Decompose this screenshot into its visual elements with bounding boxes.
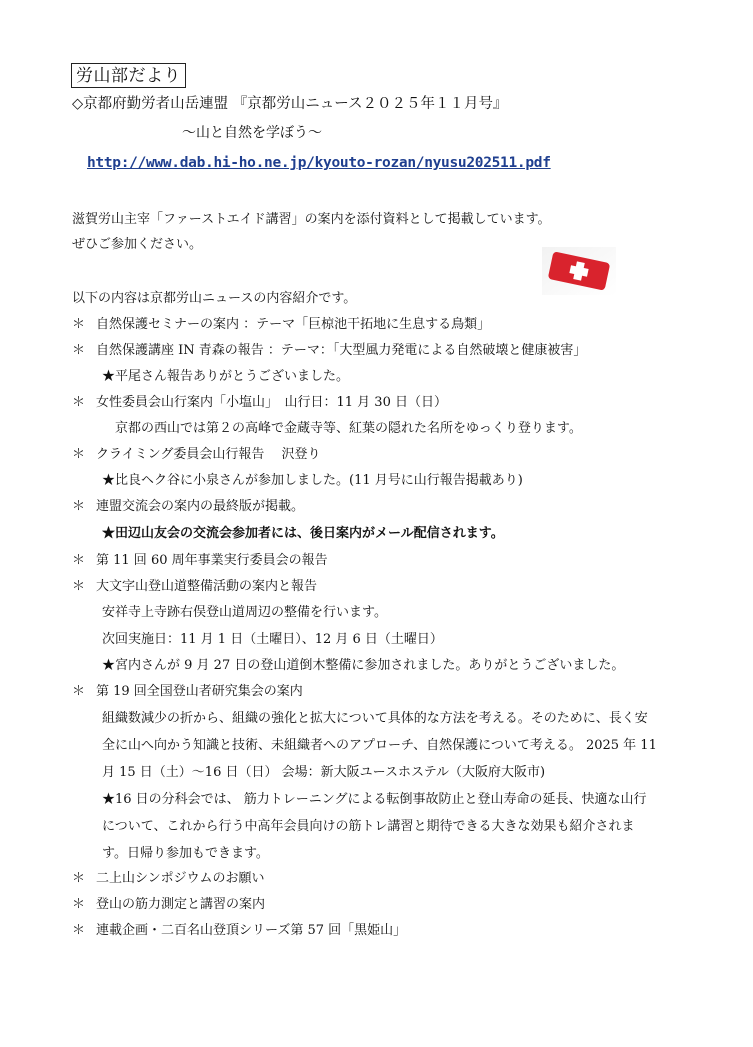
news-subtitle: ～山と自然を学ぼう～ bbox=[182, 125, 322, 141]
list-item: ＊ 登山の筋力測定と講習の案内 bbox=[72, 897, 266, 912]
list-item: ＊ 第 11 回 60 周年事業実行委員会の報告 bbox=[72, 553, 328, 568]
list-item: ＊ 大文字山登山道整備活動の案内と報告 bbox=[72, 579, 318, 594]
intro-line-3: 以下の内容は京都労山ニュースの内容紹介です。 bbox=[72, 291, 357, 306]
list-item-note: ★田辺山友会の交流会参加者には、後日案内がメール配信されます。 bbox=[102, 526, 504, 541]
list-item: ＊ 女性委員会山行案内「小塩山」 山行日：11 月 30 日（日） bbox=[72, 395, 447, 410]
list-item-note: ★比良ヘク谷に小泉さんが参加しました。(11 月号に山行報告掲載あり) bbox=[102, 473, 523, 488]
intro-line-1: 滋賀労山主宰「ファーストエイド講習」の案内を添付資料として掲載しています。 bbox=[72, 212, 551, 227]
list-item: ＊ 自然保護講座 IN 青森の報告 ：テーマ：「大型風力発電による自然破壊と健康被害」 bbox=[72, 343, 587, 358]
list-item: ＊ 連載企画・二百名山登頂シリーズ第 57 回「黒姫山」 bbox=[72, 923, 407, 938]
list-item-note: 全に山へ向かう知識と技術、未組織者へのアプローチ、自然保護について考える。 2025 年 11 bbox=[102, 738, 657, 753]
list-item-note: す。日帰り参加もできます。 bbox=[102, 846, 269, 861]
list-item: ＊ 自然保護セミナーの案内 ：テーマ「巨椋池干拓地に生息する鳥類」 bbox=[72, 317, 491, 332]
list-item-note: ★宮内さんが 9 月 27 日の登山道倒木整備に参加されました。ありがとうございました。 bbox=[102, 658, 625, 673]
list-item-note: 月 15 日（土）～16 日（日） 会場：新大阪ユースホステル（大阪府大阪市) bbox=[102, 765, 546, 780]
list-item: ＊ クライミング委員会山行報告 沢登り bbox=[72, 447, 321, 462]
news-pdf-link[interactable]: http://www.dab.hi-ho.ne.jp/kyouto-rozan/nyusu202511.pdf bbox=[87, 155, 551, 171]
list-item: ＊ 第 19 回全国登山者研究集会の案内 bbox=[72, 684, 303, 699]
list-item-note: 次回実施日：11 月 1 日（土曜日）、12 月 6 日（土曜日） bbox=[102, 632, 443, 647]
list-item-note: 組織数減少の折から、組織の強化と拡大について具体的な方法を考える。そのために、長く安 bbox=[102, 711, 648, 726]
list-item: ＊ 連盟交流会の案内の最終版が掲載。 bbox=[72, 499, 305, 514]
intro-line-2: ぜひご参加ください。 bbox=[72, 237, 203, 252]
first-aid-cross-icon bbox=[542, 247, 616, 295]
list-item-note: ★16 日の分科会では、 筋力トレーニングによる転倒事故防止と登山寿命の延長、快適な山行 bbox=[102, 792, 647, 807]
news-title: ◇京都府勤労者山岳連盟 『京都労山ニュース２０２５年１１月号』 bbox=[72, 96, 508, 112]
section-title-box: 労山部だより bbox=[71, 63, 186, 88]
list-item-note: 京都の西山では第２の高峰で金蔵寺等、紅葉の隠れた名所をゆっくり登ります。 bbox=[115, 421, 582, 436]
list-item-note: について、これから行う中高年会員向けの筋トレ講習と期待できる大きな効果も紹介されま bbox=[102, 819, 635, 834]
list-item: ＊ 二上山シンポジウムのお願い bbox=[72, 871, 265, 886]
list-item-note: ★平尾さん報告ありがとうございました。 bbox=[102, 369, 350, 384]
list-item-note: 安祥寺上寺跡右俣登山道周辺の整備を行います。 bbox=[102, 605, 387, 620]
